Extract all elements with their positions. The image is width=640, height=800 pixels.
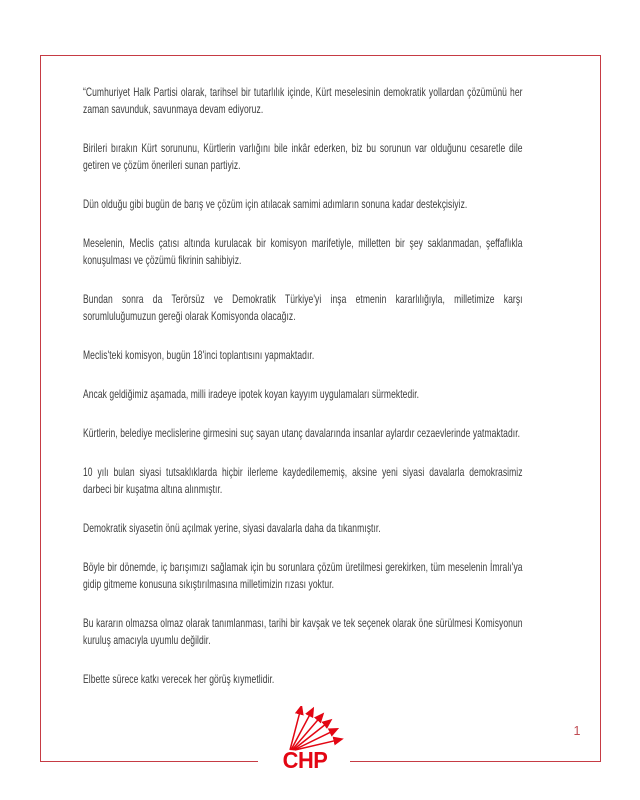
paragraph: 10 yılı bulan siyasi tutsaklıklarda hiçbir ilerleme kaydedilememiş, aksine yeni siyasi davalarla demokrasimiz darbeci bir kuşatma altına alınmıştır.	[83, 465, 523, 496]
paragraph: Kürtlerin, belediye meclislerine girmesini suç sayan utanç davalarında insanlar aylardır cezaevlerinde yatmaktadır.	[83, 426, 521, 440]
paragraph: Böyle bir dönemde, iç barışımızı sağlamak için bu sorunlara çözüm üretilmesi gerekirken, tüm meselenin İmralı'ya gidip gitmeme konusuna sıkıştırılmasına milletimizin rızası yoktur.	[83, 560, 523, 591]
paragraph: Elbette sürece katkı verecek her görüş kıymetlidir.	[83, 672, 275, 686]
page-number: 1	[573, 724, 581, 738]
chp-logo	[270, 705, 370, 780]
chp-wordmark: CHP	[282, 747, 328, 773]
chp-six-arrows-icon	[286, 706, 350, 752]
paragraph: Ancak geldiğimiz aşamada, milli iradeye ipotek koyan kayyım uygulamaları sürmektedir.	[83, 387, 420, 401]
paragraph: Dün olduğu gibi bugün de barış ve çözüm için atılacak samimi adımların sonuna kadar destekçisiyiz.	[83, 197, 468, 211]
paragraph: Demokratik siyasetin önü açılmak yerine, siyasi davalarla daha da tıkanmıştır.	[83, 521, 381, 535]
paragraph: Bu kararın olmazsa olmaz olarak tanımlanması, tarihi bir kavşak ve tek seçenek olarak öne sürülmesi Komisyonun kuruluş amacıyla uyumlu değildir.	[83, 616, 523, 647]
paragraph: Meclis'teki komisyon, bugün 18'inci toplantısını yapmaktadır.	[83, 348, 315, 362]
paragraph: Bundan sonra da Terörsüz ve Demokratik Türkiye'yi inşa etmenin kararlılığıyla, milletimize karşı sorumluluğumuzun gereği olarak Komisyonda olacağız.	[83, 292, 523, 323]
paragraph: Meselenin, Meclis çatısı altında kurulacak bir komisyon marifetiyle, milletten bir şey saklanmadan, şeffaflıkla konuşulması ve çözümü fikrinin sahibiyiz.	[83, 236, 523, 267]
document-body	[83, 84, 523, 710]
paragraph: “Cumhuriyet Halk Partisi olarak, tarihsel bir tutarlılık içinde, Kürt meselesinin demokratik yollardan çözümünü her zaman savunduk, savunmaya devam ediyoruz.	[83, 85, 523, 116]
paragraph: Birileri bırakın Kürt sorununu, Kürtlerin varlığını bile inkâr ederken, biz bu sorunun var olduğunu cesaretle dile getiren ve çözüm önerileri sunan partiyiz.	[83, 141, 523, 172]
